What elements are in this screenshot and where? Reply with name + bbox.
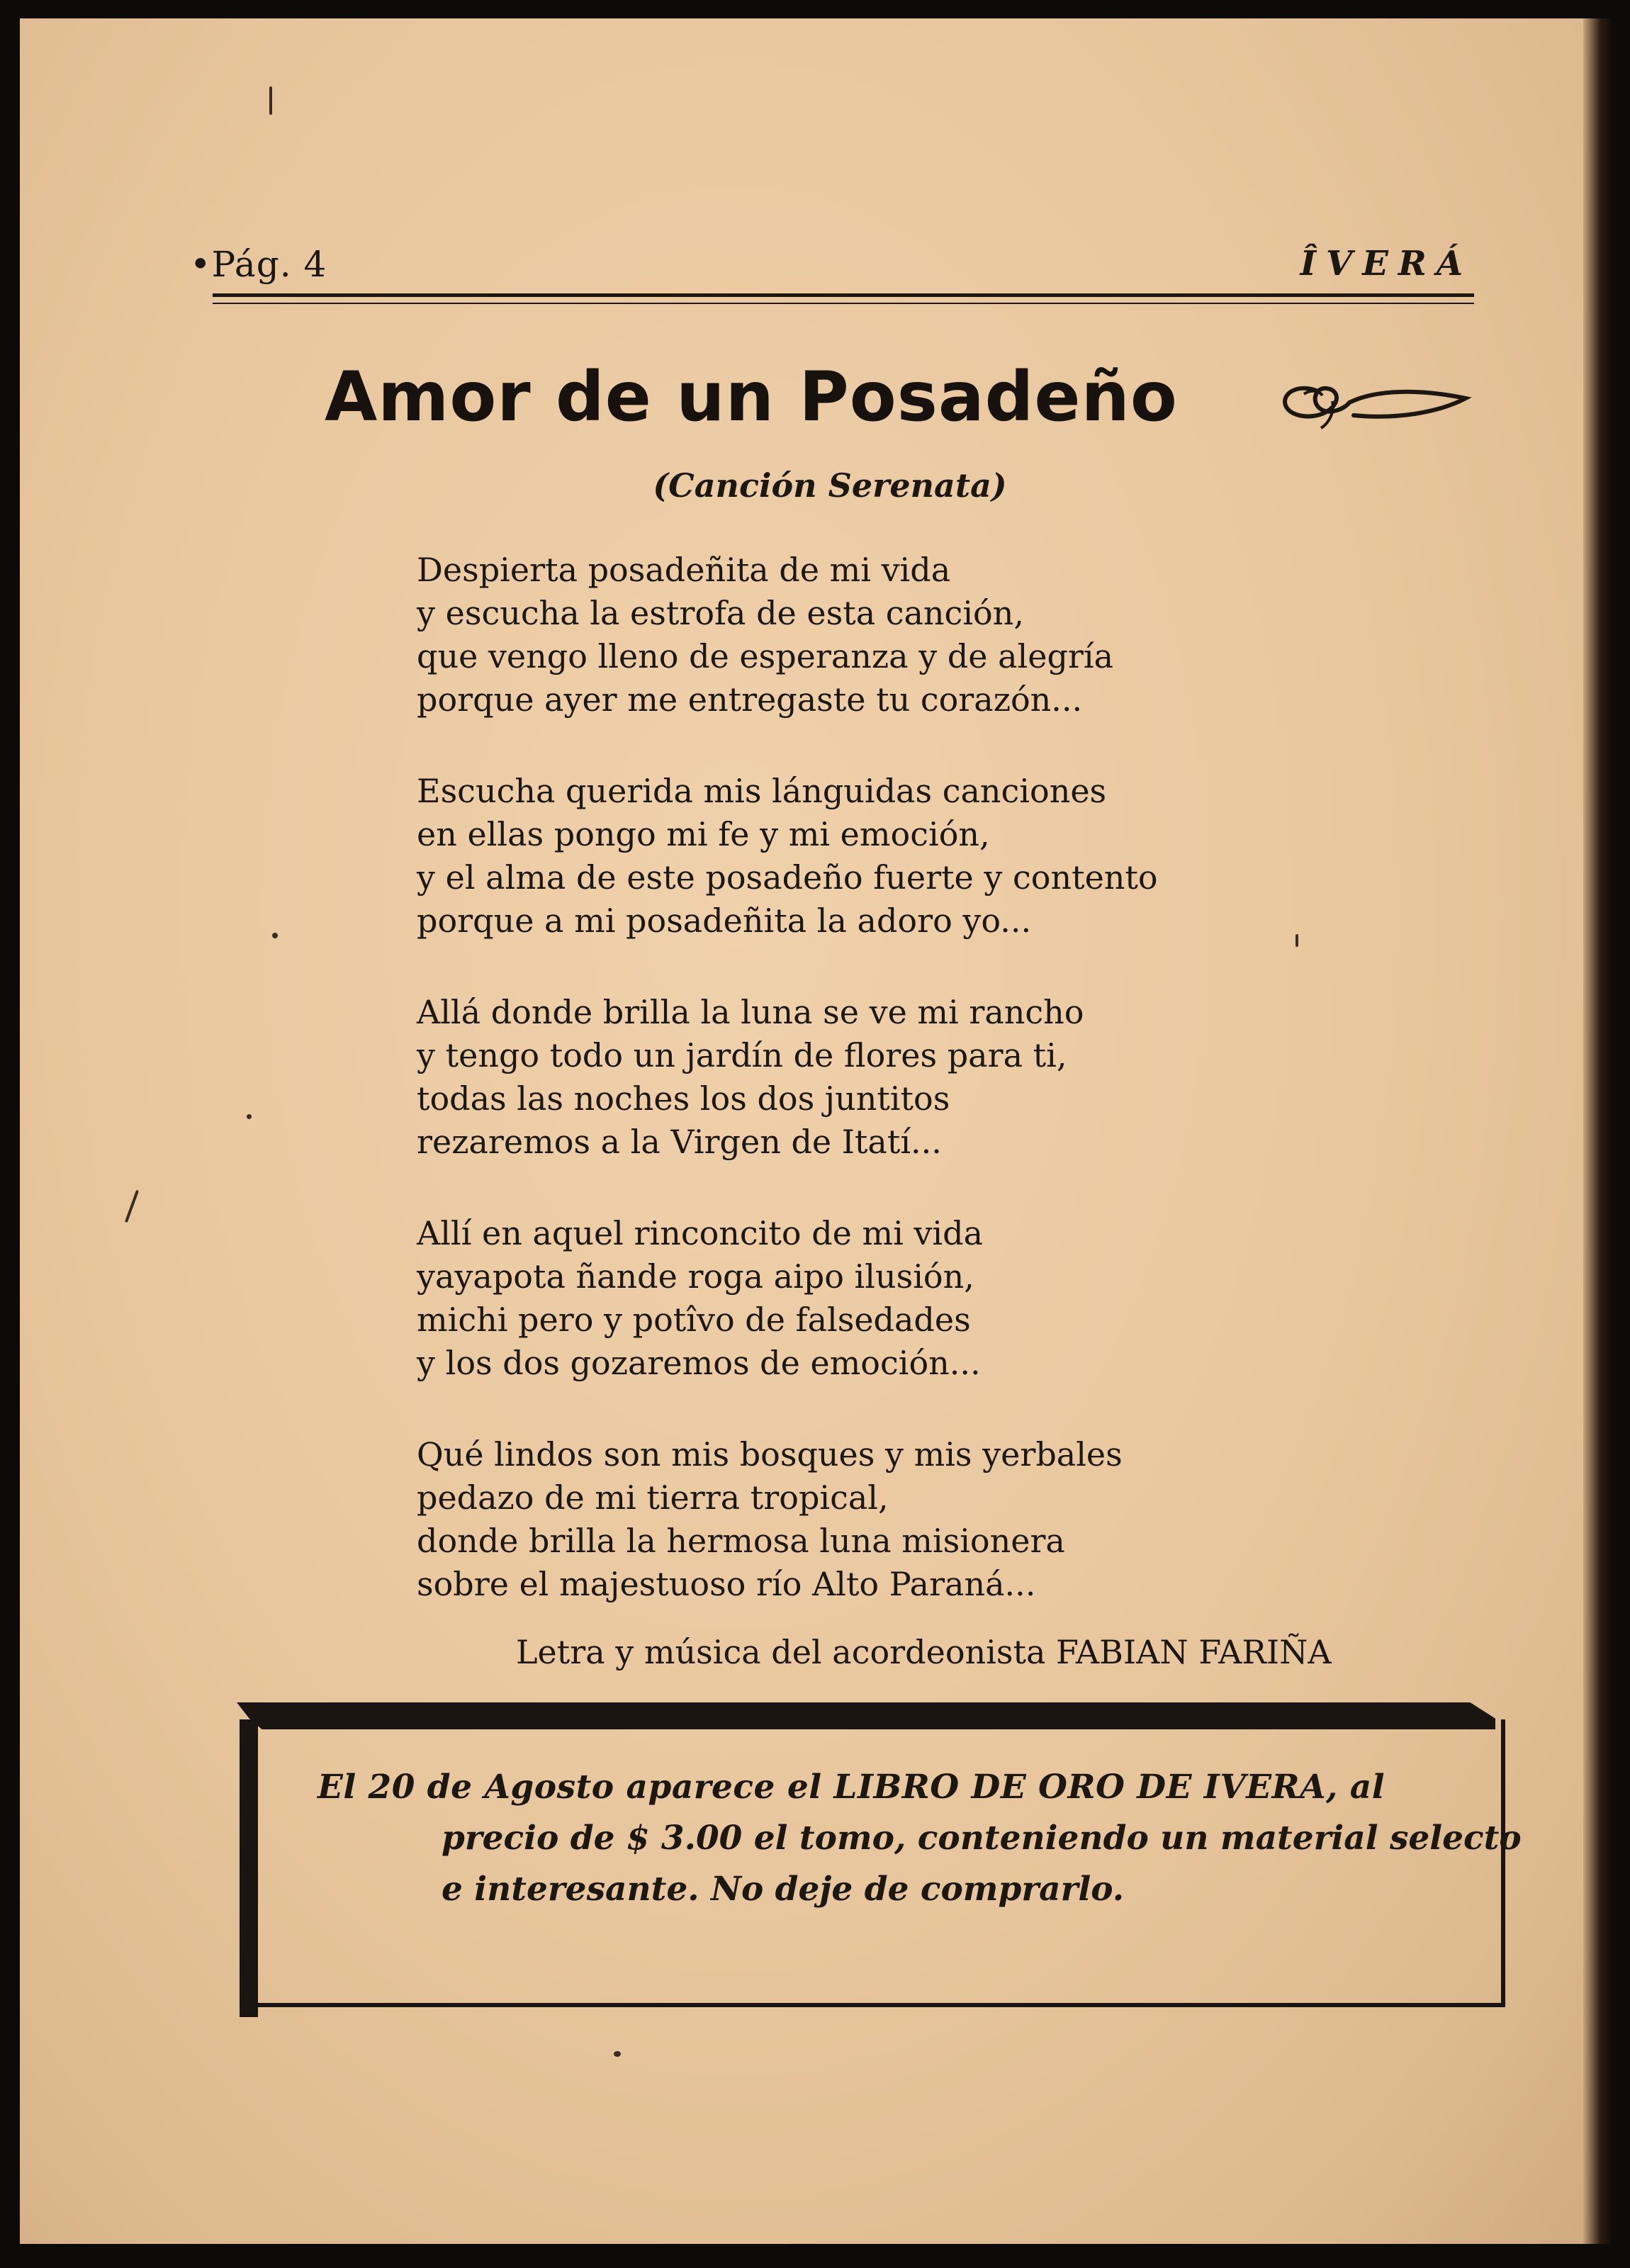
lyric-line: Despierta posadeñita de mi vida bbox=[417, 551, 951, 589]
lyric-line: porque a mi posadeñita la adoro yo... bbox=[417, 902, 1032, 940]
lyric-line: Allá donde brilla la luna se ve mi rancho bbox=[417, 993, 1084, 1031]
page-number: •Pág. 4 bbox=[190, 244, 327, 285]
lyric-line: y el alma de este posadeño fuerte y contento bbox=[417, 858, 1158, 897]
page-spine-shadow bbox=[1583, 18, 1612, 2244]
lyric-line: y los dos gozaremos de emoción... bbox=[417, 1344, 981, 1382]
announcement-text bbox=[317, 1762, 1522, 1915]
announcement-box-top-border bbox=[237, 1702, 1495, 1729]
page-header bbox=[190, 244, 1473, 293]
article-title: Amor de un Posadeño bbox=[325, 357, 1178, 437]
stanza-1 bbox=[417, 549, 1310, 722]
header-rule-thin bbox=[213, 303, 1474, 304]
lyric-line: porque ayer me entregaste tu corazón... bbox=[417, 680, 1083, 719]
lyric-line: donde brilla la hermosa luna misionera bbox=[417, 1522, 1065, 1560]
article-subtitle: (Canción Serenata) bbox=[653, 466, 1007, 505]
magazine-name: ÎVERÁ bbox=[1300, 244, 1473, 284]
lyric-line: todas las noches los dos juntitos bbox=[417, 1079, 950, 1118]
stanza-5 bbox=[417, 1433, 1310, 1606]
paper-speck bbox=[269, 86, 272, 115]
announcement-box-left-border bbox=[240, 1719, 258, 2017]
lyric-line: pedazo de mi tierra tropical, bbox=[417, 1478, 889, 1517]
lyric-line: sobre el majestuoso río Alto Paraná... bbox=[417, 1565, 1036, 1603]
announcement-line: e interesante. No deje de comprarlo. bbox=[442, 1870, 1125, 1909]
header-rule-thick bbox=[213, 293, 1474, 297]
paper-speck bbox=[1295, 934, 1298, 947]
lyric-line: Allí en aquel rinconcito de mi vida bbox=[417, 1214, 984, 1252]
stanza-2 bbox=[417, 770, 1310, 943]
lyric-line: michi pero y potîvo de falsedades bbox=[417, 1301, 971, 1339]
announcement-line: El 20 de Agosto aparece el LIBRO DE ORO DE IVERA, al bbox=[317, 1768, 1386, 1807]
magazine-page bbox=[20, 18, 1612, 2244]
lyric-line: Escucha querida mis lánguidas canciones bbox=[417, 772, 1107, 810]
lyric-line: y tengo todo un jardín de flores para ti, bbox=[417, 1036, 1067, 1074]
lyric-line: rezaremos a la Virgen de Itatí... bbox=[417, 1123, 942, 1161]
stanza-4 bbox=[417, 1212, 1310, 1385]
paper-speck bbox=[125, 1190, 139, 1223]
lyric-line: que vengo lleno de esperanza y de alegría bbox=[417, 637, 1114, 675]
paper-speck bbox=[272, 933, 278, 938]
paper-speck bbox=[247, 1114, 252, 1119]
flourish-ornament-icon bbox=[1276, 370, 1474, 434]
lyric-line: yayapota ñande roga aipo ilusión, bbox=[417, 1257, 974, 1296]
stanza-3 bbox=[417, 991, 1310, 1164]
lyric-line: en ellas pongo mi fe y mi emoción, bbox=[417, 815, 990, 853]
lyric-line: y escucha la estrofa de esta canción, bbox=[417, 594, 1024, 632]
song-lyrics bbox=[417, 549, 1310, 1654]
paper-speck bbox=[614, 2051, 621, 2057]
lyric-line: Qué lindos son mis bosques y mis yerbales bbox=[417, 1435, 1123, 1473]
announcement-box-bottom-border bbox=[258, 2003, 1505, 2007]
song-credit: Letra y música del acordeonista FABIAN FARIÑA bbox=[516, 1633, 1332, 1671]
announcement-line: precio de $ 3.00 el tomo, conteniendo un material selecto bbox=[442, 1819, 1522, 1858]
